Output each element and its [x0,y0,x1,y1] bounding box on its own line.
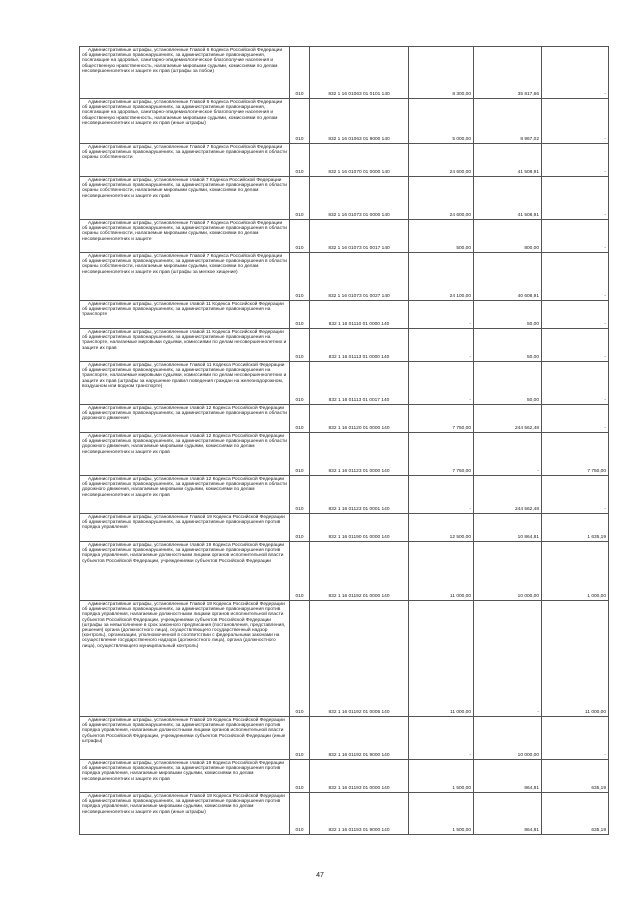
description-cell [80,329,290,362]
table-row [80,433,609,476]
description-cell [80,47,290,99]
table-row [80,476,609,514]
description-text: Административные штрафы, установленные Главой 6 Кодекса Российской Федерации об административных правонарушениях, за административные правонарушения, посягающие на здоровье, санитарно-эпидемиологическое благополучие населения и общественную нравственность, налагаемые мировыми судьями, комиссиями по делам несовершеннолетних и защите их прав (иные штрафы) [82,100,283,126]
description-text: Административные штрафы, установленные Главой 11 Кодекса Российской Федерации об административных правонарушениях, за административные правонарушения на транспорте, налагаемые мировыми судьями, комиссиями по делам несовершеннолетних и защите их прав (штрафы за нарушение правил поведения граждан на железнодорожном, воздушном или водном транспорте) [82,363,287,389]
approved-amount-cell: 24 100,00 [409,253,474,301]
line-code-cell: 010 [290,362,310,405]
approved-amount-cell: - [409,476,474,514]
executed-amount-cell: 10 864,81 [474,514,542,542]
line-code-cell: 010 [290,514,310,542]
executed-amount-cell: - [474,601,542,717]
line-code-cell: 010 [290,542,310,601]
executed-amount-cell: 41 508,91 [474,177,542,220]
line-code-cell: 010 [290,793,310,835]
budget-classification-code-cell: 832 1 16 01073 01 0017 140 [310,220,409,253]
line-code-cell: 010 [290,433,310,476]
approved-amount-cell: - [409,362,474,405]
unexecuted-amount-cell: - [542,405,609,433]
description-text: Административные штрафы, установленные главой 11 Кодекса Российской Федерации об административных правонарушениях, за административные правонарушения на транспорте [82,302,284,318]
executed-amount-cell: 50,00 [474,329,542,362]
description-cell [80,362,290,405]
budget-classification-code-cell: 832 1 16 01192 01 0000 140 [310,542,409,601]
description-cell [80,405,290,433]
unexecuted-amount-cell: 1 000,00 [542,542,609,601]
description-text: Административные штрафы, установленные главой 19 Кодекса Российской Федерации об административных правонарушениях, за административные правонарушения против порядка управления, налагаемые мировыми судьями, комиссиями по делам несовершеннолетних и защите их прав [82,761,285,782]
executed-amount-cell: 8 967,02 [474,99,542,144]
budget-classification-code-cell: 832 1 16 01120 01 0000 140 [310,405,409,433]
executed-amount-cell: 864,81 [474,793,542,835]
description-text: Административные штрафы, установленные Главой 7 Кодекса Российской Федерации об административных правонарушениях, за административные правонарушения в области охраны собственности, налагаемые мировыми судьями, комиссиями по делам несовершеннолетних и защите [82,221,287,242]
unexecuted-amount-cell: - [542,362,609,405]
description-text: Административные штрафы, установленные главой 7 Кодекса Российской Федерации об административных правонарушениях, за административные правонарушения в области охраны собственности, налагаемые мировыми судьями, комиссиями по делам несовершеннолетних и защите их прав [82,178,287,199]
description-text: Административные штрафы, установленные Главой 6 Кодекса Российской Федерации об административных правонарушениях, за административные правонарушения, посягающие на здоровье, санитарно-эпидемиологическое благополучие населения и общественную нравственность, налагаемые мировыми судьями, комиссиями по делам несовершеннолетних и защите их прав (штрафы за побои) [82,48,283,74]
unexecuted-amount-cell: - [542,144,609,177]
unexecuted-amount-cell: - [542,99,609,144]
table-row [80,47,609,99]
description-cell [80,301,290,329]
approved-amount-cell: 7 750,00 [409,405,474,433]
line-code-cell: 010 [290,405,310,433]
line-code-cell: 010 [290,144,310,177]
unexecuted-amount-cell: 635,19 [542,793,609,835]
approved-amount-cell: 5 000,00 [409,99,474,144]
description-text: Административные штрафы, установленные Главой 7 Кодекса Российской Федерации об административных правонарушениях, за административные правонарушения в области охраны собственности [82,145,287,161]
unexecuted-amount-cell: - [542,329,609,362]
line-code-cell: 010 [290,220,310,253]
budget-classification-code-cell: 832 1 16 01063 01 9000 140 [310,99,409,144]
description-cell [80,144,290,177]
unexecuted-amount-cell: - [542,220,609,253]
unexecuted-amount-cell: 635,19 [542,760,609,793]
unexecuted-amount-cell: - [542,717,609,760]
budget-classification-code-cell: 832 1 16 01123 01 0001 140 [310,476,409,514]
budget-classification-code-cell: 832 1 16 01073 01 0000 140 [310,177,409,220]
description-cell [80,476,290,514]
budget-classification-code-cell: 832 1 16 01192 01 0005 140 [310,601,409,717]
description-cell [80,760,290,793]
executed-amount-cell: 244 562,48 [474,476,542,514]
approved-amount-cell: 7 750,00 [409,433,474,476]
description-cell [80,253,290,301]
executed-amount-cell: 40 608,91 [474,253,542,301]
approved-amount-cell: 11 000,00 [409,542,474,601]
line-code-cell: 010 [290,717,310,760]
description-cell [80,433,290,476]
executed-amount-cell: 50,00 [474,301,542,329]
executed-amount-cell: 35 817,66 [474,47,542,99]
unexecuted-amount-cell: - [542,253,609,301]
table-row [80,793,609,835]
line-code-cell: 010 [290,301,310,329]
line-code-cell: 010 [290,253,310,301]
line-code-cell: 010 [290,601,310,717]
table-row [80,144,609,177]
unexecuted-amount-cell: - [542,47,609,99]
description-text: Административные штрафы, установленные Главой 7 Кодекса Российской Федерации об административных правонарушениях, за административные правонарушения в области охраны собственности, налагаемые мировыми судьями, комиссиями по делам несовершеннолетних и защите их прав (штрафы за мелкое хищение) [82,254,287,275]
description-cell [80,99,290,144]
budget-classification-code-cell: 832 1 16 01110 01 0000 140 [310,301,409,329]
table-row [80,329,609,362]
unexecuted-amount-cell: - [542,177,609,220]
unexecuted-amount-cell: 7 750,00 [542,433,609,476]
approved-amount-cell: 24 600,00 [409,144,474,177]
table-row [80,177,609,220]
executed-amount-cell: 50,00 [474,362,542,405]
description-text: Административные штрафы, установленные главой 11 Кодекса Российской Федерации об административных правонарушениях, за административные правонарушения на транспорте, налагаемые мировыми судьями, комиссиями по делам несовершеннолетних и защите их прав [82,330,287,351]
table-row [80,99,609,144]
report-table [79,46,609,835]
description-text: Административные штрафы, установленные Главой 19 Кодекса Российской Федерации об административных правонарушениях, за административные правонарушения против порядка управления, налагаемые должностными лицами органов исполнительной власти субъектов Российской Федерации, учреждениями субъектов Российской Федерации (штрафы за невыполнение в срок законного предписания (постановления, представления, решения) органа (должностного лица), осуществляющего государственный надзор (контроль), организации, уполномоченной в соответствии с федеральными законами на осуществление государственного надзора (должностного лица), органа (должностного лица), осуществляющего муниципальный контроль) [82,602,286,649]
page-number: 47 [316,872,324,879]
budget-classification-code-cell: 832 1 16 01193 01 9000 140 [310,793,409,835]
table-row [80,717,609,760]
approved-amount-cell: - [409,717,474,760]
table-row [80,362,609,405]
approved-amount-cell: 8 300,00 [409,47,474,99]
table-row [80,514,609,542]
unexecuted-amount-cell: - [542,301,609,329]
table-row [80,253,609,301]
description-cell [80,601,290,717]
line-code-cell: 010 [290,329,310,362]
budget-classification-code-cell: 832 1 16 01192 01 9000 140 [310,717,409,760]
table-row [80,542,609,601]
executed-amount-cell: 41 508,91 [474,144,542,177]
budget-classification-code-cell: 832 1 16 01073 01 0027 140 [310,253,409,301]
approved-amount-cell: - [409,329,474,362]
line-code-cell: 010 [290,47,310,99]
executed-amount-cell: 10 000,00 [474,717,542,760]
description-cell [80,717,290,760]
approved-amount-cell: 12 500,00 [409,514,474,542]
table-row [80,405,609,433]
approved-amount-cell: 24 600,00 [409,177,474,220]
budget-classification-code-cell: 832 1 16 01113 01 0017 140 [310,362,409,405]
table-row [80,301,609,329]
description-text: Административные штрафы, установленные Главой 19 Кодекса Российской Федерации об административных правонарушениях, за административные правонарушения против порядка управления, налагаемые должностными лицами органов исполнительной власти субъектов Российской Федерации, учреждениями субъектов Российской Федерации (иные штрафы) [82,718,286,744]
line-code-cell: 010 [290,99,310,144]
budget-classification-code-cell: 832 1 16 01113 01 0000 140 [310,329,409,362]
executed-amount-cell: - [474,433,542,476]
approved-amount-cell: 1 500,00 [409,760,474,793]
executed-amount-cell: 244 562,48 [474,405,542,433]
description-cell [80,542,290,601]
executed-amount-cell: 10 000,00 [474,542,542,601]
unexecuted-amount-cell: 11 000,00 [542,601,609,717]
description-cell [80,514,290,542]
executed-amount-cell: 800,00 [474,220,542,253]
description-text: Административные штрафы, установленные главой 12 Кодекса Российской Федерации об административных правонарушениях, за административные правонарушения в области дорожного движения [82,406,287,422]
executed-amount-cell: 864,81 [474,760,542,793]
description-text: Административные штрафы, установленные главой 12 Кодекса Российской Федерации об административных правонарушениях, за административные правонарушения в области дорожного движения, налагаемые мировыми судьями, комиссиями по делам несовершеннолетних и защите их прав [82,477,287,498]
description-cell [80,177,290,220]
budget-classification-code-cell: 832 1 16 01070 01 0000 140 [310,144,409,177]
description-cell [80,793,290,835]
budget-classification-code-cell: 832 1 16 01190 01 0000 140 [310,514,409,542]
unexecuted-amount-cell: - [542,476,609,514]
description-text: Административные штрафы, установленные главой 19 Кодекса Российской Федерации об административных правонарушениях, за административные правонарушения против порядка управления, налагаемые должностными лицами органов исполнительной власти субъектов Российской Федерации, учреждениями субъектов Российской Федерации [82,543,285,564]
description-text: Административные штрафы, установленные главой 12 Кодекса Российской Федерации об административных правонарушениях, за административные правонарушения в области дорожного движения, налагаемые мировыми судьями, комиссиями по делам несовершеннолетних и защите их прав [82,434,287,455]
unexecuted-amount-cell: 1 635,19 [542,514,609,542]
description-text: Административные штрафы, установленные Главой 19 Кодекса Российской Федерации об административных правонарушениях, за административные правонарушения против порядка управления [82,515,285,531]
line-code-cell: 010 [290,177,310,220]
line-code-cell: 010 [290,760,310,793]
budget-classification-code-cell: 832 1 16 01123 01 0000 140 [310,433,409,476]
approved-amount-cell: 11 000,00 [409,601,474,717]
report-table-body [80,47,609,835]
approved-amount-cell: 1 500,00 [409,793,474,835]
approved-amount-cell: 500,00 [409,220,474,253]
budget-classification-code-cell: 832 1 16 01193 01 0000 140 [310,760,409,793]
table-row [80,760,609,793]
table-row [80,220,609,253]
budget-classification-code-cell: 832 1 16 01063 01 0101 140 [310,47,409,99]
description-text: Административные штрафы, установленные Главой 19 Кодекса Российской Федерации об административных правонарушениях, за административные правонарушения против порядка управления, налагаемые мировыми судьями, комиссиями по делам несовершеннолетних и защите их прав (иные штрафы) [82,794,285,815]
line-code-cell: 010 [290,476,310,514]
table-row [80,601,609,717]
description-cell [80,220,290,253]
approved-amount-cell: - [409,301,474,329]
